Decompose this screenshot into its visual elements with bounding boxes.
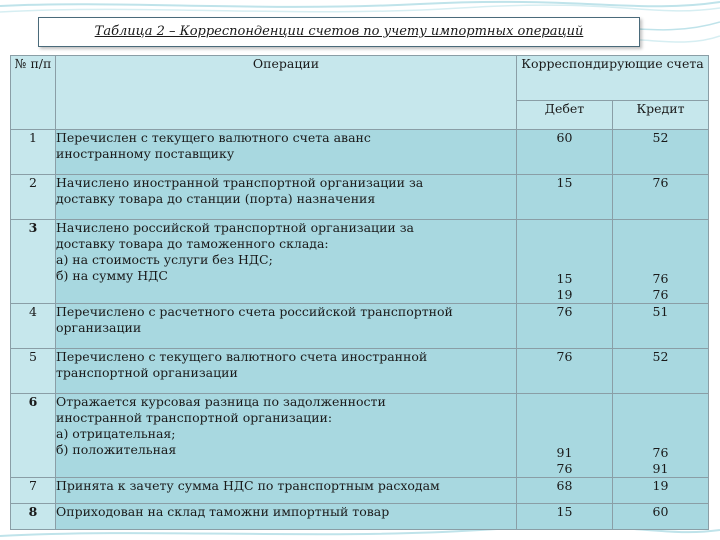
operation-line: а) отрицательная; (56, 426, 176, 441)
row-number (11, 175, 56, 220)
header-credit-label: Кредит (636, 101, 685, 116)
row-number-text: 4 (29, 304, 37, 319)
debit-cell-value: 76 (556, 349, 573, 364)
header-accounts-label: Корреспондирующие счета (521, 56, 704, 71)
accounts-table (10, 55, 709, 530)
row-number-text: 7 (29, 478, 37, 493)
credit-cell-value: 76 (652, 271, 669, 286)
row-number-text: 3 (28, 220, 38, 235)
row-operation (56, 504, 517, 530)
debit-cell (517, 504, 613, 530)
row-operation (56, 130, 517, 175)
table-row (11, 478, 709, 504)
debit-cell (517, 478, 613, 504)
row-number (11, 220, 56, 304)
row-operation (56, 394, 517, 478)
credit-cell (613, 304, 709, 349)
credit-cell-value: 52 (652, 130, 669, 145)
debit-cell-value: 68 (556, 478, 573, 493)
credit-cell-value: 52 (652, 349, 669, 364)
credit-cell (613, 175, 709, 220)
table-row (11, 130, 709, 175)
credit-cell (613, 504, 709, 530)
debit-cell-value: 15 (556, 175, 573, 190)
operation-line: Начислено российской транспортной организации за (56, 220, 414, 235)
operation-line: доставку товара до таможенного склада: (56, 236, 329, 251)
operation-line: Отражается курсовая разница по задолженности (56, 394, 386, 409)
debit-cell (517, 130, 613, 175)
credit-cell (613, 130, 709, 175)
header-accounts (517, 56, 709, 101)
row-number (11, 394, 56, 478)
credit-cell-value: 91 (652, 461, 669, 476)
row-number (11, 504, 56, 530)
header-num-label: № п/п (14, 56, 52, 71)
row-number-text: 6 (28, 394, 38, 409)
operation-line: Оприходован на склад таможни импортный товар (56, 504, 390, 519)
row-operation (56, 304, 517, 349)
debit-cell (517, 220, 613, 304)
header-operations (56, 56, 517, 130)
operation-line: б) на сумму НДС (56, 268, 168, 283)
operation-line: транспортной организации (56, 365, 238, 380)
debit-cell (517, 349, 613, 394)
credit-cell-value: 76 (652, 175, 669, 190)
header-debit (517, 101, 613, 130)
operation-line: Начислено иностранной транспортной организации за (56, 175, 424, 190)
row-number (11, 349, 56, 394)
debit-cell-value: 19 (556, 287, 573, 302)
row-number-text: 5 (29, 349, 37, 364)
row-number (11, 304, 56, 349)
row-operation (56, 478, 517, 504)
operation-line: а) на стоимость услуги без НДС; (56, 252, 273, 267)
operation-line: Перечислено с расчетного счета российской транспортной (56, 304, 453, 319)
row-operation (56, 349, 517, 394)
debit-cell (517, 304, 613, 349)
credit-cell-value: 51 (652, 304, 669, 319)
operation-line: Принята к зачету сумма НДС по транспортным расходам (56, 478, 440, 493)
header-num (11, 56, 56, 130)
table-row (11, 394, 709, 478)
debit-cell-value: 15 (556, 271, 573, 286)
row-number-text: 1 (29, 130, 37, 145)
debit-cell-value: 76 (556, 304, 573, 319)
operation-line: иностранной транспортной организации: (56, 410, 333, 425)
operation-line: иностранному поставщику (56, 146, 235, 161)
operation-line: Перечислено с текущего валютного счета иностранной (56, 349, 428, 364)
debit-cell-value: 15 (556, 504, 573, 519)
operation-line: доставку товара до станции (порта) назначения (56, 191, 376, 206)
credit-cell-value: 76 (652, 287, 669, 302)
operation-line: б) положительная (56, 442, 177, 457)
credit-cell (613, 349, 709, 394)
table-row (11, 504, 709, 530)
credit-cell-value: 76 (652, 445, 669, 460)
row-number-text: 2 (29, 175, 37, 190)
row-operation (56, 220, 517, 304)
credit-cell-value: 60 (652, 504, 669, 519)
credit-cell (613, 220, 709, 304)
header-debit-label: Дебет (544, 101, 585, 116)
table-row (11, 175, 709, 220)
operation-line: Перечислен с текущего валютного счета аванс (56, 130, 371, 145)
row-operation (56, 175, 517, 220)
row-number (11, 478, 56, 504)
table-row (11, 349, 709, 394)
debit-cell (517, 394, 613, 478)
credit-cell (613, 478, 709, 504)
row-number-text: 8 (28, 504, 38, 519)
table-row (11, 304, 709, 349)
operation-line: организации (56, 320, 142, 335)
table-row (11, 220, 709, 304)
header-credit (613, 101, 709, 130)
header-operations-label: Операции (252, 56, 320, 71)
debit-cell-value: 76 (556, 461, 573, 476)
table-title: Таблица 2 – Корреспонденции счетов по учету импортных операций (38, 17, 640, 47)
credit-cell (613, 394, 709, 478)
credit-cell-value: 19 (652, 478, 669, 493)
row-number (11, 130, 56, 175)
debit-cell (517, 175, 613, 220)
debit-cell-value: 60 (556, 130, 573, 145)
debit-cell-value: 91 (556, 445, 573, 460)
